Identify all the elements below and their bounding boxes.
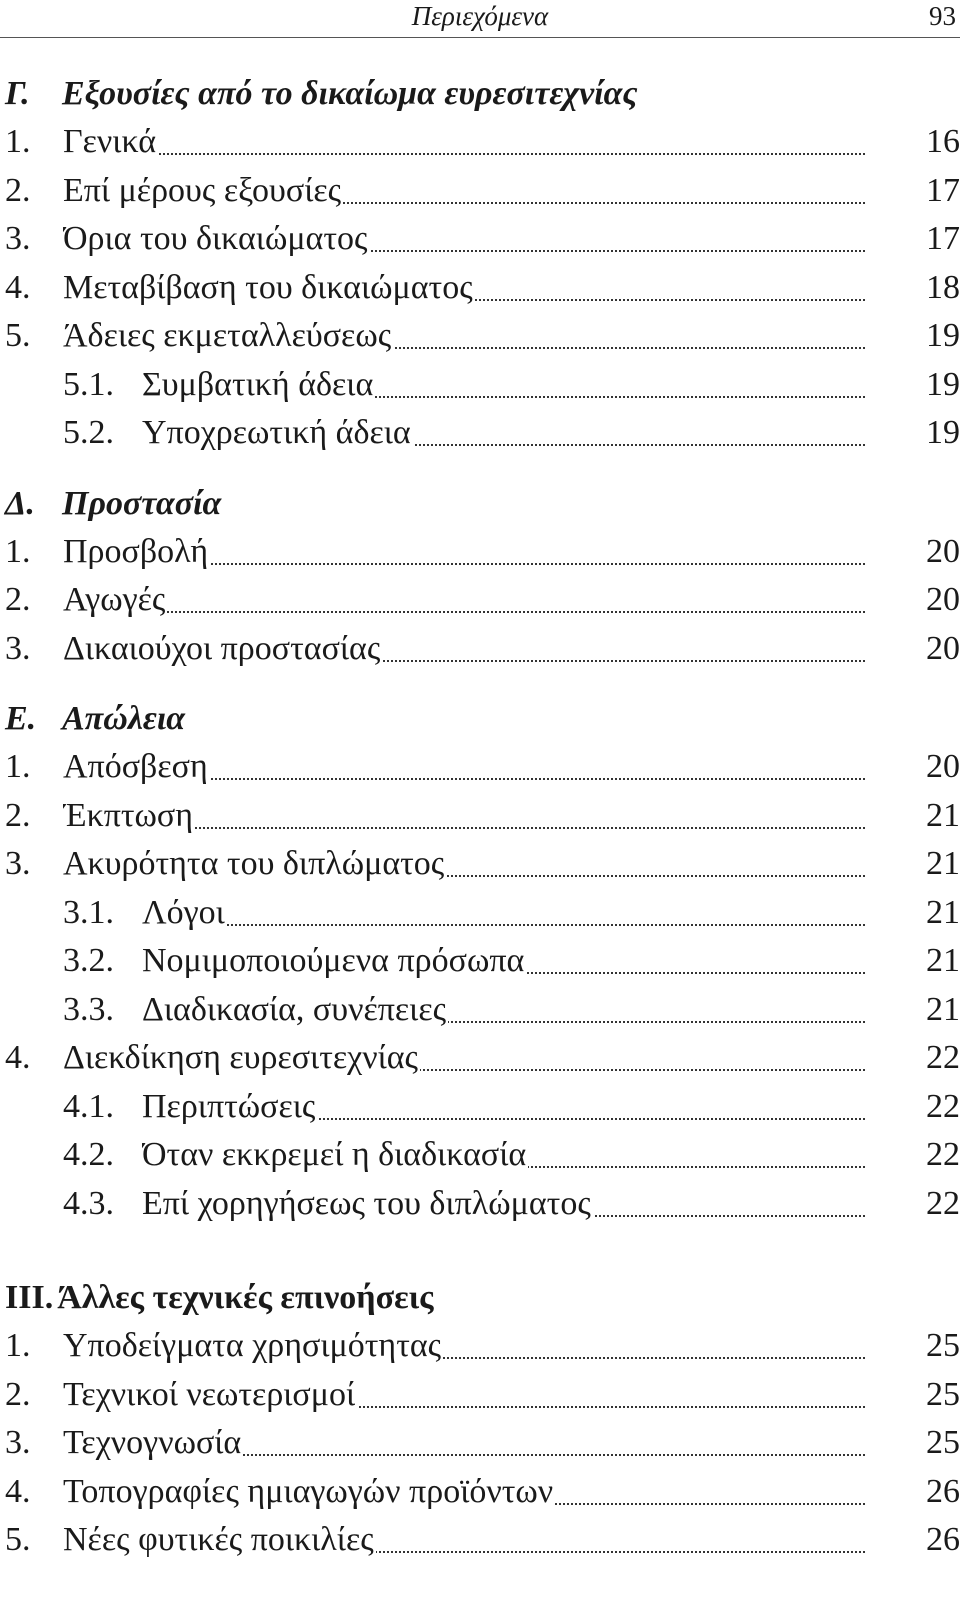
toc-entry <box>5 743 960 792</box>
toc-entry <box>5 1034 960 1083</box>
section-number: III. <box>5 1279 54 1316</box>
dot-leader <box>63 611 865 613</box>
section-heading <box>5 695 960 743</box>
entry-page-number: 18 <box>926 268 960 306</box>
toc-entry <box>5 576 960 625</box>
entry-label: Νομιμοποιούμενα πρόσωπα <box>142 942 525 979</box>
toc-entry <box>5 167 960 216</box>
entry-label: Όρια του δικαιώματος <box>63 220 368 257</box>
entry-number: 3. <box>5 220 31 257</box>
entry-page-number: 20 <box>926 532 960 570</box>
toc-entry <box>5 937 960 986</box>
entry-label-wrap <box>63 312 865 360</box>
entry-number: 3.3. <box>63 990 114 1028</box>
entry-page-number: 21 <box>926 990 960 1028</box>
toc-entry <box>5 264 960 313</box>
toc-section <box>5 1274 960 1565</box>
entry-number: 3. <box>5 845 31 882</box>
toc-entry <box>5 840 960 889</box>
entry-label-wrap <box>63 1419 865 1467</box>
toc-entry <box>5 1419 960 1468</box>
entry-label-wrap <box>63 625 865 673</box>
page-header <box>0 0 960 38</box>
entry-number: 4.3. <box>63 1184 114 1222</box>
entry-label-wrap <box>142 409 865 457</box>
entry-label-wrap <box>63 743 865 791</box>
entry-page-number: 20 <box>926 748 960 785</box>
entry-page-number: 20 <box>926 581 960 618</box>
section-heading <box>5 480 960 528</box>
entry-label-wrap <box>63 167 865 215</box>
toc-entry <box>5 118 960 167</box>
entry-label: Άδειες εκμεταλλεύσεως <box>63 317 392 354</box>
entry-label-wrap <box>142 986 865 1034</box>
toc-section <box>5 480 960 674</box>
entry-label: Επί χορηγήσεως του διπλώματος <box>142 1184 591 1222</box>
section-gap <box>5 458 960 480</box>
entry-label-wrap <box>63 118 865 166</box>
entry-label: Υποδείγματα χρησιμότητας <box>63 1327 442 1364</box>
toc-section <box>5 70 960 458</box>
entry-page-number: 21 <box>926 893 960 931</box>
entry-label: Αγωγές <box>63 581 166 618</box>
entry-number: 3.1. <box>63 893 114 931</box>
toc-entry <box>5 1180 960 1229</box>
entry-page-number: 20 <box>926 629 960 667</box>
dot-leader <box>142 924 865 926</box>
toc-section <box>5 695 960 1228</box>
entry-page-number: 25 <box>926 1375 960 1413</box>
entry-page-number: 19 <box>926 317 960 354</box>
entry-label-wrap <box>142 889 865 937</box>
entry-number: 2. <box>5 171 31 209</box>
entry-label: Επί μέρους εξουσίες <box>63 171 342 209</box>
entry-page-number: 26 <box>926 1472 960 1510</box>
table-of-contents <box>5 70 960 1565</box>
entry-label: Δικαιούχοι προστασίας <box>63 629 381 667</box>
toc-entry <box>5 889 960 938</box>
entry-label-wrap <box>63 1371 865 1419</box>
entry-label-wrap <box>63 1516 865 1564</box>
entry-label: Υποχρεωτική άδεια <box>142 414 411 451</box>
toc-entry <box>5 1468 960 1517</box>
entry-label-wrap <box>142 937 865 985</box>
entry-label-wrap <box>142 1180 865 1228</box>
entry-number: 2. <box>5 1375 31 1413</box>
entry-label: Όταν εκκρεμεί η διαδικασία <box>142 1136 527 1173</box>
entry-label: Διεκδίκηση ευρεσιτεχνίας <box>63 1039 419 1076</box>
entry-label-wrap <box>63 792 865 840</box>
section-number: Ε. <box>5 700 37 737</box>
entry-label: Νέες φυτικές ποικιλίες <box>63 1521 374 1558</box>
entry-label: Τοπογραφίες ημιαγωγών προϊόντων <box>63 1472 554 1510</box>
entry-number: 5.1. <box>63 365 114 403</box>
entry-page-number: 19 <box>926 414 960 451</box>
toc-entry <box>5 409 960 458</box>
toc-entry <box>5 361 960 410</box>
section-gap <box>5 673 960 695</box>
entry-number: 3. <box>5 1424 31 1461</box>
entry-page-number: 17 <box>926 171 960 209</box>
entry-label-wrap <box>63 576 865 624</box>
entry-page-number: 21 <box>926 942 960 979</box>
entry-number: 1. <box>5 123 31 160</box>
section-title: Εξουσίες από το δικαίωμα ευρεσιτεχνίας <box>62 75 638 112</box>
entry-number: 2. <box>5 581 31 618</box>
entry-label: Ακυρότητα του διπλώματος <box>63 845 445 882</box>
toc-entry <box>5 215 960 264</box>
entry-number: 3.2. <box>63 942 114 979</box>
section-number: Γ. <box>5 75 30 112</box>
entry-page-number: 25 <box>926 1327 960 1364</box>
entry-label-wrap <box>142 361 865 409</box>
section-title: Προστασία <box>62 484 222 522</box>
entry-page-number: 22 <box>926 1184 960 1222</box>
entry-number: 4. <box>5 268 31 306</box>
entry-page-number: 19 <box>926 365 960 403</box>
section-heading <box>5 70 960 118</box>
entry-number: 1. <box>5 532 31 570</box>
toc-entry <box>5 1516 960 1565</box>
toc-entry <box>5 1131 960 1180</box>
entry-number: 5. <box>5 1521 31 1558</box>
entry-label: Προσβολή <box>63 532 209 570</box>
entry-page-number: 22 <box>926 1136 960 1173</box>
dot-leader <box>63 153 865 155</box>
entry-label-wrap <box>142 1083 865 1131</box>
entry-page-number: 22 <box>926 1039 960 1076</box>
section-number: Δ. <box>5 484 35 522</box>
toc-entry <box>5 528 960 577</box>
entry-page-number: 21 <box>926 796 960 834</box>
entry-page-number: 16 <box>926 123 960 160</box>
entry-label-wrap <box>63 528 865 576</box>
entry-label: Τεχνογνωσία <box>63 1424 242 1461</box>
entry-label: Συμβατική άδεια <box>142 365 374 403</box>
entry-page-number: 21 <box>926 845 960 882</box>
entry-page-number: 26 <box>926 1521 960 1558</box>
entry-page-number: 22 <box>926 1087 960 1125</box>
running-title: Περιεχόμενα <box>411 1 549 31</box>
entry-number: 4.1. <box>63 1087 114 1125</box>
page-number: 93 <box>929 1 956 31</box>
entry-number: 4.2. <box>63 1136 114 1173</box>
entry-number: 5. <box>5 317 31 354</box>
toc-entry <box>5 1371 960 1420</box>
entry-label: Περιπτώσεις <box>142 1087 316 1125</box>
entry-label-wrap <box>142 1131 865 1179</box>
entry-label-wrap <box>63 215 865 263</box>
entry-label: Διαδικασία, συνέπειες <box>142 990 447 1028</box>
entry-label-wrap <box>63 1322 865 1370</box>
section-title: Άλλες τεχνικές επινοήσεις <box>57 1279 434 1316</box>
section-title: Απώλεια <box>62 700 186 737</box>
toc-entry <box>5 792 960 841</box>
entry-number: 5.2. <box>63 414 114 451</box>
entry-number: 4. <box>5 1039 31 1076</box>
section-heading <box>5 1274 960 1322</box>
entry-label: Λόγοι <box>142 893 225 931</box>
entry-label: Γενικά <box>63 123 157 160</box>
entry-label: Τεχνικοί νεωτερισμοί <box>63 1375 356 1413</box>
entry-label-wrap <box>63 1034 865 1082</box>
entry-label-wrap <box>63 1468 865 1516</box>
entry-label-wrap <box>63 840 865 888</box>
toc-entry <box>5 625 960 674</box>
entry-number: 3. <box>5 629 31 667</box>
toc-entry <box>5 312 960 361</box>
entry-page-number: 17 <box>926 220 960 257</box>
entry-label: Απόσβεση <box>63 748 208 785</box>
entry-number: 4. <box>5 1472 31 1510</box>
entry-number: 2. <box>5 796 31 834</box>
entry-label: Έκπτωση <box>63 796 194 834</box>
toc-entry <box>5 1322 960 1371</box>
toc-entry <box>5 986 960 1035</box>
toc-entry <box>5 1083 960 1132</box>
entry-label: Μεταβίβαση του δικαιώματος <box>63 268 473 306</box>
entry-label-wrap <box>63 264 865 312</box>
entry-number: 1. <box>5 748 31 785</box>
entry-page-number: 25 <box>926 1424 960 1461</box>
entry-number: 1. <box>5 1327 31 1364</box>
section-gap <box>5 1228 960 1274</box>
